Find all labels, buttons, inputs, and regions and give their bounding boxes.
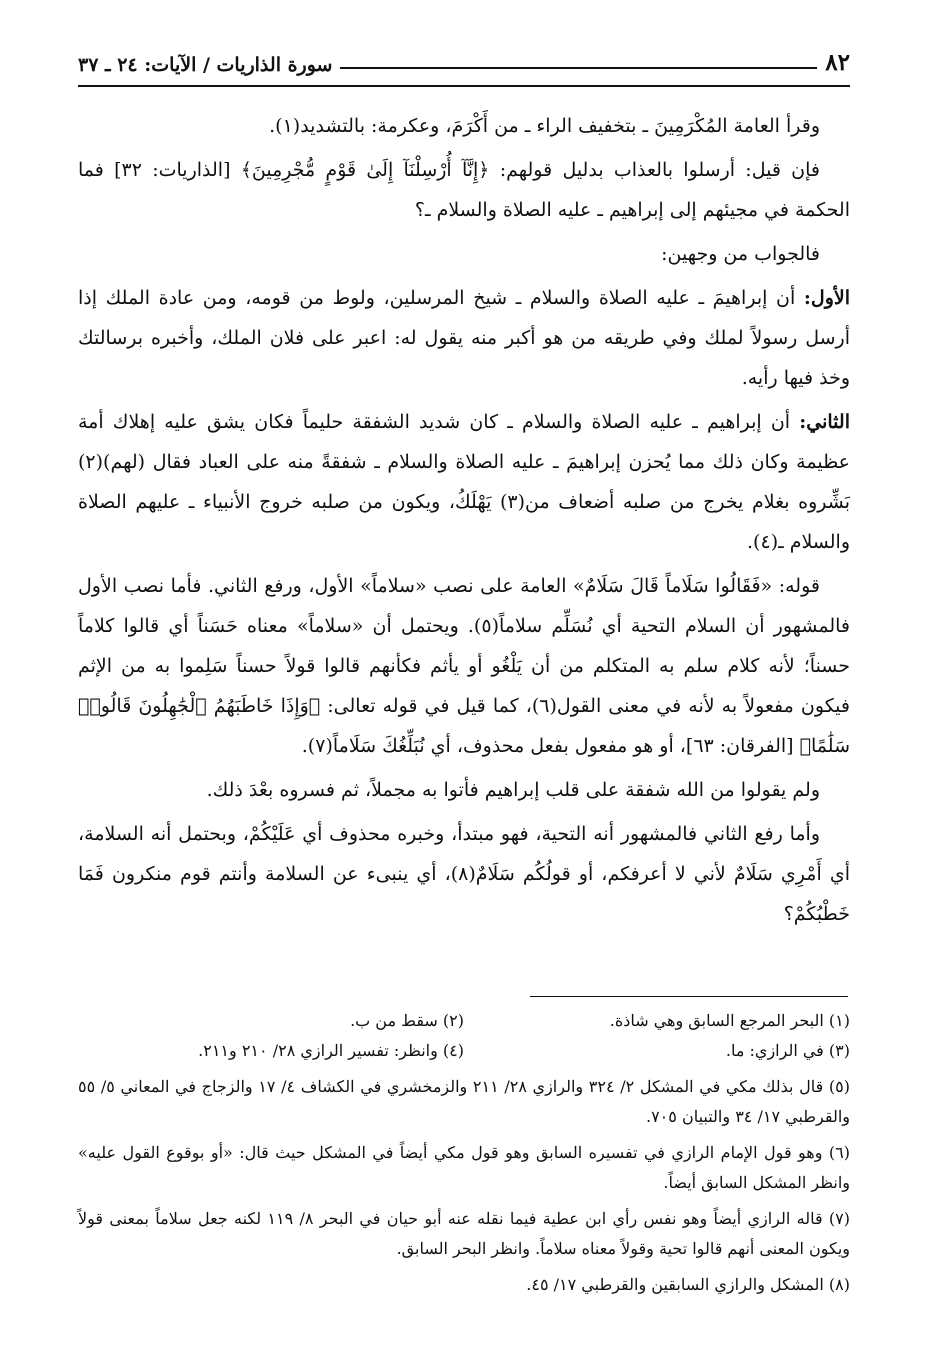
paragraph	[78, 278, 850, 398]
main-text	[78, 106, 850, 938]
footnote: (٦) وهو قول الإمام الرازي في تفسيره السابق وهو قول مكي أيضاً في المشكل حيث قال: «أو بوقوع القول عليه» وانظر المشكل السابق أيضاً.	[78, 1143, 850, 1192]
footnote-row	[78, 1006, 850, 1036]
footnote: (١) البحر المرجع السابق وهي شاذة.	[609, 1011, 850, 1030]
paragraph	[78, 402, 850, 562]
footnotes	[78, 1006, 850, 1306]
paragraph: وأما رفع الثاني فالمشهور أنه التحية، فهو مبتدأ، وخبره محذوف أي عَلَيْكُمْ، وبحتمل أنه السلامة، أي أَمْرِي سَلَامٌ لأني لا أعرفكم، أو قولُكُم سَلَامٌ(٨)، أي ينبىء عن السلامة وأنتم قوم منكرون فَمَا خَطْبُكُمْ؟	[78, 823, 850, 925]
header-rule	[340, 67, 817, 69]
paragraph: وقرأ العامة المُكْرَمِينَ ـ بتخفيف الراء ـ من أَكْرَمَ، وعكرمة: بالتشديد(١).	[269, 115, 820, 137]
footnote: (٧) قاله الرازي أيضاً وهو نفس رأي ابن عطية فيما نقله عنه أبو حيان في البحر ٨/ ١١٩ لكنه جعل سلاماً بمعنى قولاً ويكون المعنى أنهم قالوا تحية وقولاً معناه سلاماً. وانظر البحر السابق.	[78, 1209, 850, 1258]
footnote: (٨) المشكل والرازي السابقين والقرطبي ١٧/ ٤٥.	[526, 1275, 850, 1294]
footnote: (٢) سقط من ب.	[350, 1011, 464, 1030]
paragraph: قوله: «فَقَالُوا سَلَاماً قَالَ سَلَامٌ» العامة على نصب «سلاماً» الأول، ورفع الثاني. فأما نصب الأول فالمشهور أن السلام التحية أي نُسَلِّم سلاماً(٥). ويحتمل أن «سلاماً» معناه حَسَناً أي قالوا كلاماً حسناً؛ لأنه كلام سلم به المتكلم من أن يَلْغُو أو يأثم فكأنهم قالوا قولاً حسناً سَلِموا به من الإثم فيكون مفعولاً به لأنه في معنى القول(٦)، كما قيل في قوله تعالى: ﴿وَإِذَا خَاطَبَهُمُ ٱلْجَٰهِلُونَ قَالُوا۟ سَلَٰمًا﴾ [الفرقان: ٦٣]، أو هو مفعول بفعل محذوف، أي نُبَلِّغُكَ سَلَاماً(٧).	[78, 575, 851, 757]
first-answer-text: أن إبراهيمَ ـ عليه الصلاة والسلام ـ شيخ المرسلين، ولوط من قومه، ومن عادة الملك إذا أرسل رسولاً لملك وفي طريقه من هو أكبر منه يقول له: اعبر على فلان الملك، وأخبره برسالتك وخذ فيها رأيه.	[78, 287, 850, 389]
footnote-divider	[530, 996, 848, 997]
footnote: (٣) في الرازي: ما.	[725, 1041, 850, 1060]
header-divider	[78, 85, 850, 87]
footnote-row	[78, 1036, 850, 1066]
second-answer-label: الثاني:	[799, 411, 850, 433]
footnote: (٤) وانظر: تفسير الرازي ٢٨/ ٢١٠ و٢١١.	[198, 1041, 464, 1060]
paragraph: فإن قيل: أرسلوا بالعذاب بدليل قولهم: ﴿إِنَّآ أُرْسِلْنَآ إِلَىٰ قَوْمٍ مُّجْرِمِينَ﴾ [الذاريات: ٣٢] فما الحكمة في مجيئهم إلى إبراهيم ـ عليه الصلاة والسلام ـ؟	[78, 159, 850, 221]
paragraph: ولم يقولوا من الله شفقة على قلب إبراهيم فأتوا به مجملاً، ثم فسروه بعْدَ ذلك.	[206, 779, 820, 801]
running-header	[78, 40, 850, 76]
first-answer-label: الأول:	[803, 287, 850, 309]
surah-title: سورة الذاريات / الآيات: ٢٤ ـ ٣٧	[78, 54, 333, 76]
footnote: (٥) قال بذلك مكي في المشكل ٢/ ٣٢٤ والرازي ٢٨/ ٢١١ والزمخشري في الكشاف ٤/ ١٧ والزجاج في المعاني ٥/ ٥٥ والقرطبي ١٧/ ٣٤ والتبيان ٧٠٥.	[78, 1077, 850, 1126]
second-answer-text: أن إبراهيم ـ عليه الصلاة والسلام ـ كان شديد الشفقة حليماً فكان يشق عليه إهلاك أمة عظيمة وكان ذلك مما يُحزن إبراهيمَ ـ عليه الصلاة والسلام ـ شفقةً منه على العباد فقال (لهم)(٢) بَشِّروه بغلام يخرج من صلبه أضعاف من(٣) يَهْلَكُ، ويكون من صلبه خروج الأنبياء ـ عليهم الصلاة والسلام ـ(٤).	[78, 411, 851, 553]
paragraph: فالجواب من وجهين:	[661, 243, 820, 265]
page-number: ٨٢	[825, 49, 850, 76]
